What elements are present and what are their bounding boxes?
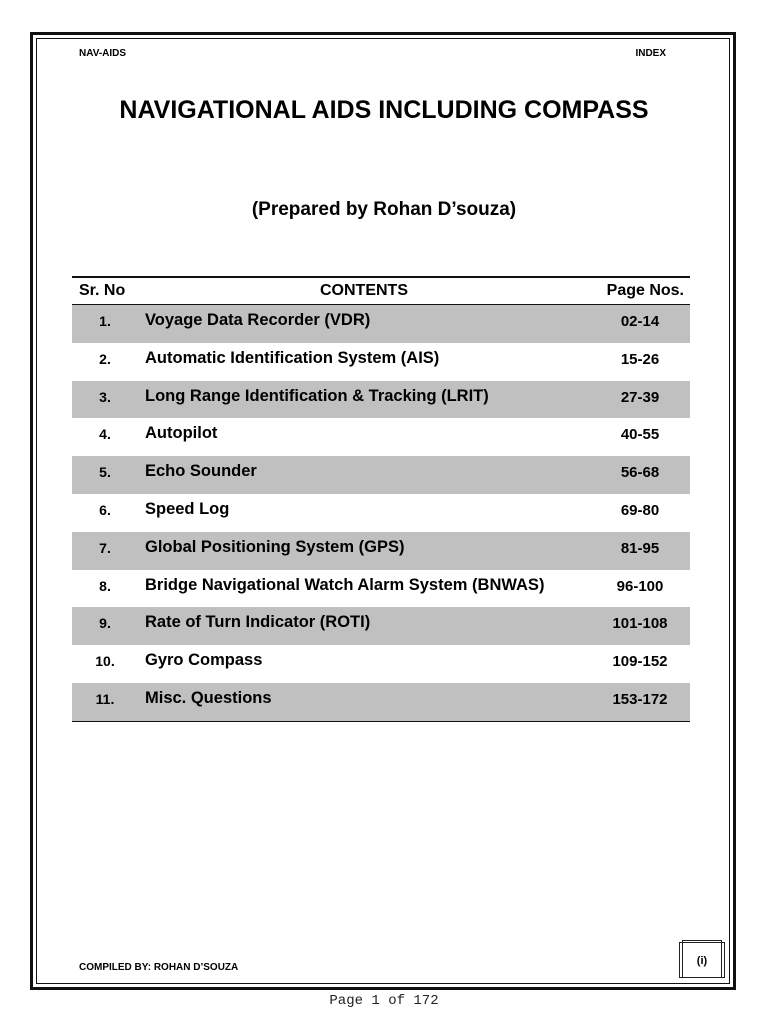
- row-pages: 109-152: [612, 653, 668, 671]
- header-left: NAV-AIDS: [79, 48, 127, 59]
- row-title: Voyage Data Recorder (VDR): [145, 311, 371, 329]
- row-title: Rate of Turn Indicator (ROTI): [145, 613, 371, 632]
- row-pages: 96-100: [616, 577, 664, 595]
- row-pages: 02-14: [620, 313, 660, 330]
- row-sr-no: 6.: [99, 501, 111, 518]
- row-sr-no: 7.: [99, 539, 111, 556]
- row-title: Gyro Compass: [145, 651, 263, 670]
- row-pages: 40-55: [620, 426, 660, 444]
- row-sr-no: 1.: [99, 313, 111, 329]
- row-pages: 27-39: [620, 388, 660, 406]
- table-row[interactable]: [72, 645, 690, 683]
- row-pages: 15-26: [620, 350, 660, 368]
- row-pages: 69-80: [620, 501, 660, 519]
- compiled-by: COMPILED BY: ROHAN D’SOUZA: [79, 962, 239, 973]
- document-subtitle: (Prepared by Rohan D’souza): [251, 199, 517, 220]
- table-row[interactable]: [72, 305, 690, 343]
- row-title: Autopilot: [145, 424, 218, 443]
- header-page-nos: Page Nos.: [606, 282, 684, 299]
- row-sr-no: 11.: [95, 690, 115, 707]
- header-right: INDEX: [635, 48, 666, 59]
- row-sr-no: 10.: [95, 653, 115, 670]
- table-row[interactable]: [72, 607, 690, 645]
- table-row[interactable]: [72, 456, 690, 494]
- row-title: Speed Log: [145, 499, 230, 518]
- row-pages: 153-172: [612, 690, 668, 708]
- table-row[interactable]: [72, 343, 690, 381]
- row-pages: 56-68: [620, 464, 660, 482]
- viewer-page-counter: Page 1 of 172: [329, 993, 439, 1009]
- table-row[interactable]: [72, 494, 690, 532]
- row-sr-no: 3.: [99, 388, 111, 405]
- contents-table-header: [72, 278, 690, 305]
- row-title: Automatic Identification System (AIS): [145, 348, 440, 367]
- row-pages: 81-95: [620, 539, 660, 557]
- row-title: Bridge Navigational Watch Alarm System (BNWAS): [145, 575, 545, 594]
- row-sr-no: 4.: [99, 426, 111, 443]
- table-row[interactable]: [72, 418, 690, 456]
- table-row[interactable]: [72, 570, 690, 608]
- table-row[interactable]: [72, 532, 690, 570]
- header-contents: CONTENTS: [320, 282, 408, 299]
- header-sr-no: Sr. No: [79, 282, 126, 299]
- row-sr-no: 8.: [99, 577, 111, 594]
- row-title: Global Positioning System (GPS): [145, 537, 405, 556]
- row-sr-no: 2.: [99, 350, 111, 367]
- document-title: NAVIGATIONAL AIDS INCLUDING COMPASS: [119, 96, 649, 124]
- page-number-box: [679, 940, 725, 978]
- row-pages: 101-108: [612, 615, 668, 633]
- row-title: Echo Sounder: [145, 462, 257, 481]
- contents-table: [72, 276, 690, 722]
- row-sr-no: 5.: [99, 464, 111, 481]
- row-title: Long Range Identification & Tracking (LRIT): [145, 386, 489, 405]
- page-number: (i): [696, 955, 708, 967]
- table-row[interactable]: [72, 381, 690, 419]
- table-row[interactable]: [72, 683, 690, 721]
- row-sr-no: 9.: [99, 615, 111, 632]
- row-title: Misc. Questions: [145, 688, 272, 707]
